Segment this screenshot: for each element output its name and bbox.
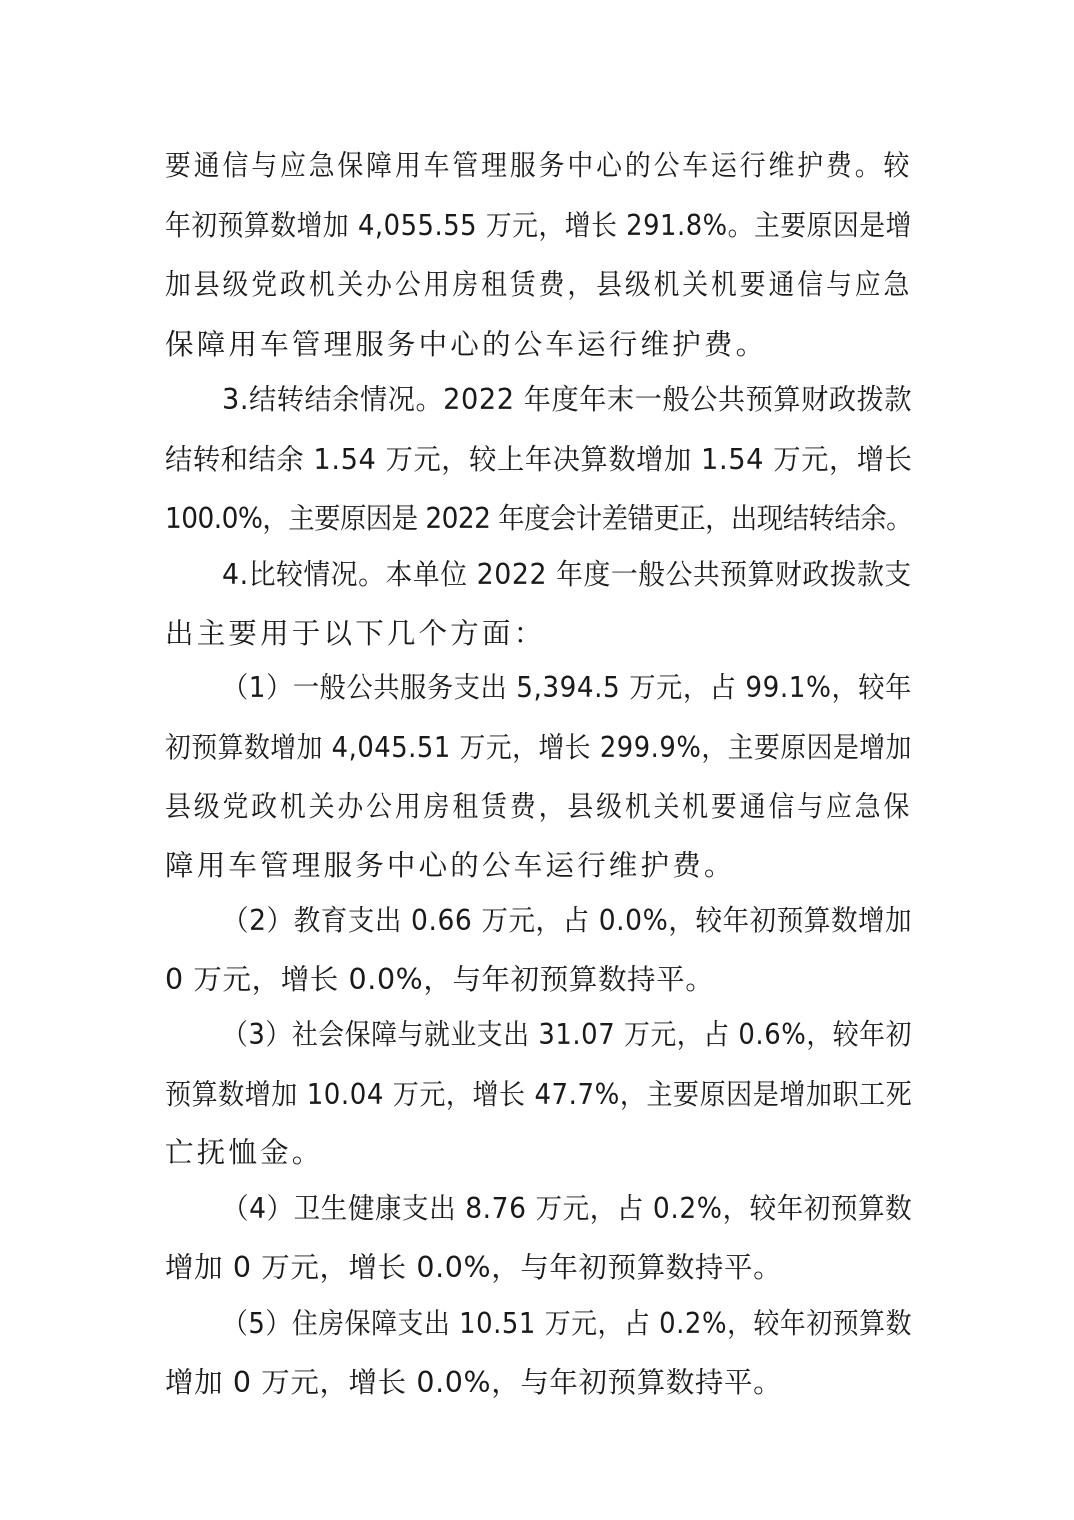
text-line: [165, 1245, 1074, 1291]
text-line: [165, 843, 1074, 889]
list-item-line: [222, 1301, 1074, 1347]
text-line-content: 县级党政机关办公用房租赁费，县级机关机要通信与应急保: [165, 790, 913, 823]
text-line-content: 年初预算数增加 4,055.55 万元，增长 291.8%。主要原因是增: [165, 209, 912, 242]
text-line-content: 4.比较情况。本单位 2022 年度一般公共预算财政拨款支: [222, 558, 912, 591]
list-item-line: [222, 898, 1074, 944]
text-line-content: 障用车管理服务中心的公车运行维护费。: [165, 849, 736, 882]
text-line: [165, 1072, 1074, 1118]
list-item-line: [222, 1012, 1074, 1058]
text-line-content: 3.结转结余情况。2022 年度年末一般公共预算财政拨款: [222, 383, 913, 416]
text-line: [165, 725, 1074, 771]
text-line-content: （2）教育支出 0.66 万元，占 0.0%，较年初预算数增加: [222, 904, 913, 937]
text-line: [165, 611, 1074, 657]
text-line-content: 结转和结余 1.54 万元，较上年决算数增加 1.54 万元，增长: [165, 443, 913, 476]
text-line: [165, 262, 1074, 308]
text-line-content: 要通信与应急保障用车管理服务中心的公车运行维护费。较: [165, 149, 913, 182]
text-line: [165, 1360, 1074, 1406]
text-line-content: 0 万元，增长 0.0%，与年初预算数持平。: [165, 963, 715, 996]
text-line-content: 亡抚恤金。: [165, 1136, 324, 1169]
list-item-line: [222, 665, 1074, 711]
section-heading-line: [222, 377, 1074, 423]
text-line-content: 增加 0 万元，增长 0.0%，与年初预算数持平。: [165, 1366, 783, 1399]
text-line-content: 初预算数增加 4,045.51 万元，增长 299.9%，主要原因是增加: [165, 731, 912, 764]
text-line-content: （1）一般公共服务支出 5,394.5 万元，占 99.1%，较年: [222, 671, 912, 704]
text-line-content: 100.0%，主要原因是 2022 年度会计差错更正，出现结转结余。: [165, 502, 912, 535]
text-line: [165, 437, 1074, 483]
section-heading-line: [222, 552, 1074, 598]
text-line: [165, 496, 1074, 542]
text-line: [165, 203, 1074, 249]
text-line: [165, 143, 1074, 189]
text-line: [165, 1130, 1074, 1176]
text-line: [165, 957, 1074, 1003]
text-line-content: （3）社会保障与就业支出 31.07 万元，占 0.6%，较年初: [222, 1018, 913, 1051]
list-item-line: [222, 1186, 1074, 1232]
text-line: [165, 784, 1074, 830]
text-line-content: （4）卫生健康支出 8.76 万元，占 0.2%，较年初预算数: [222, 1192, 913, 1225]
text-line-content: 预算数增加 10.04 万元，增长 47.7%，主要原因是增加职工死: [165, 1078, 913, 1111]
text-line-content: 增加 0 万元，增长 0.0%，与年初预算数持平。: [165, 1251, 783, 1284]
text-line: [165, 322, 1074, 368]
text-line-content: 出主要用于以下几个方面：: [165, 617, 546, 650]
text-line-content: 加县级党政机关办公用房租赁费，县级机关机要通信与应急: [165, 268, 913, 301]
text-line-content: 保障用车管理服务中心的公车运行维护费。: [165, 328, 768, 361]
text-line-content: （5）住房保障支出 10.51 万元，占 0.2%，较年初预算数: [222, 1307, 913, 1340]
